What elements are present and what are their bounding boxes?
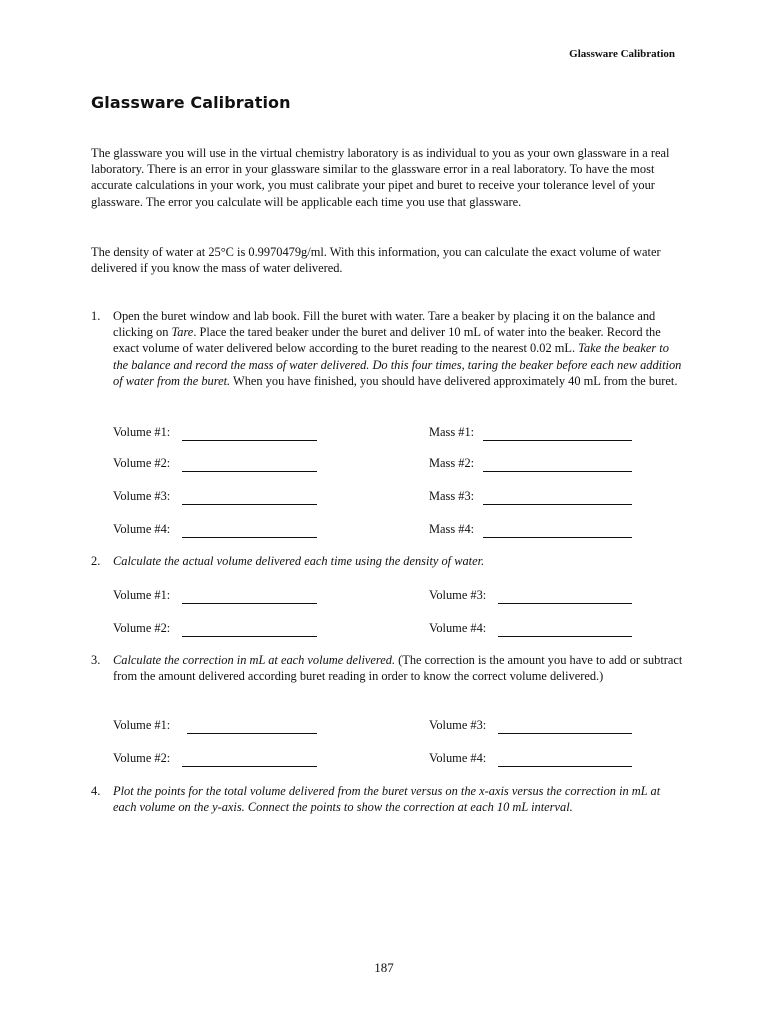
answer-line[interactable]	[187, 733, 317, 734]
page-title: Glassware Calibration	[91, 93, 291, 112]
field-label: Mass #1:	[429, 425, 475, 439]
answer-line[interactable]	[182, 471, 317, 472]
field-label: Volume #3:	[429, 718, 487, 732]
answer-line[interactable]	[498, 603, 632, 604]
field-label: Volume #1:	[113, 718, 171, 732]
answer-line[interactable]	[182, 537, 317, 538]
step-number: 3.	[91, 653, 101, 667]
field-label: Volume #3:	[113, 489, 171, 503]
field-label: Volume #2:	[113, 456, 171, 470]
step-2-instructions	[113, 553, 683, 569]
step-text-italic: Calculate the actual volume delivered each time using the density of water.	[113, 554, 485, 568]
step-text: When you have finished, you should have delivered approximately 40 mL from the buret.	[230, 373, 678, 388]
answer-line[interactable]	[182, 636, 317, 637]
field-label: Volume #4:	[113, 522, 171, 536]
field-label: Mass #3:	[429, 489, 475, 503]
answer-line[interactable]	[182, 504, 317, 505]
step-number: 2.	[91, 554, 101, 568]
answer-line[interactable]	[498, 766, 632, 767]
step-text: . Place the tared beaker under the buret and deliver 10 mL of water into the beaker. Record the exact volume of water delivered below according to the buret reading to the nearest 0.02 mL.	[113, 325, 661, 356]
field-label: Mass #4:	[429, 522, 475, 536]
field-label: Volume #1:	[113, 588, 171, 602]
answer-line[interactable]	[498, 636, 632, 637]
answer-line[interactable]	[483, 537, 632, 538]
answer-line[interactable]	[498, 733, 632, 734]
step-1-instructions	[113, 308, 683, 389]
field-label: Volume #2:	[113, 751, 171, 765]
intro-paragraph-2: The density of water at 25°C is 0.9970479g/ml. With this information, you can calculate the exact volume of water delivered if you know the mass of water delivered.	[91, 245, 661, 276]
field-label: Volume #3:	[429, 588, 487, 602]
answer-line[interactable]	[182, 603, 317, 604]
step-text-italic: Plot the points for the total volume delivered from the buret versus on the x-axis versus the correction in mL at each volume on the y-axis. Connect the points to show the correction at each 10 mL interval.	[113, 784, 661, 815]
field-label: Volume #2:	[113, 621, 171, 635]
field-label: Mass #2:	[429, 456, 475, 470]
page-number: 187	[374, 960, 394, 975]
answer-line[interactable]	[182, 440, 317, 441]
intro-paragraph-1: The glassware you will use in the virtual chemistry laboratory is as individual to you as your own glassware in a real laboratory. There is an error in your glassware similar to the glassware error in a real laboratory. To have the most accurate calculations in your work, you must calibrate your pipet and buret to receive your tolerance level of your glassware. The error you calculate will be applicable each time you use that glassware.	[91, 146, 670, 209]
step-text-italic: Tare	[171, 325, 194, 340]
step-text: (The correction is the amount you have to add or subtract from the amount delivered according buret reading in order to know the correct volume delivered.)	[113, 653, 683, 684]
step-number: 1.	[91, 309, 101, 323]
field-label: Volume #4:	[429, 621, 487, 635]
step-4-instructions	[113, 783, 683, 815]
step-text-italic: Calculate the correction in mL at each volume delivered.	[113, 653, 396, 667]
answer-line[interactable]	[182, 766, 317, 767]
step-3-instructions	[113, 652, 683, 684]
step-text-italic: Take the beaker to the balance and record the mass of water delivered. Do this four times, taring the beaker before each new addition of water from the buret.	[113, 341, 682, 388]
field-label: Volume #1:	[113, 425, 171, 439]
field-label: Volume #4:	[429, 751, 487, 765]
step-text: Open the buret window and lab book. Fill the buret with water. Tare a beaker by placing it on the balance and clicking on	[113, 309, 656, 340]
answer-line[interactable]	[483, 504, 632, 505]
answer-line[interactable]	[483, 440, 632, 441]
step-number: 4.	[91, 784, 101, 798]
answer-line[interactable]	[483, 471, 632, 472]
running-header: Glassware Calibration	[569, 48, 675, 60]
